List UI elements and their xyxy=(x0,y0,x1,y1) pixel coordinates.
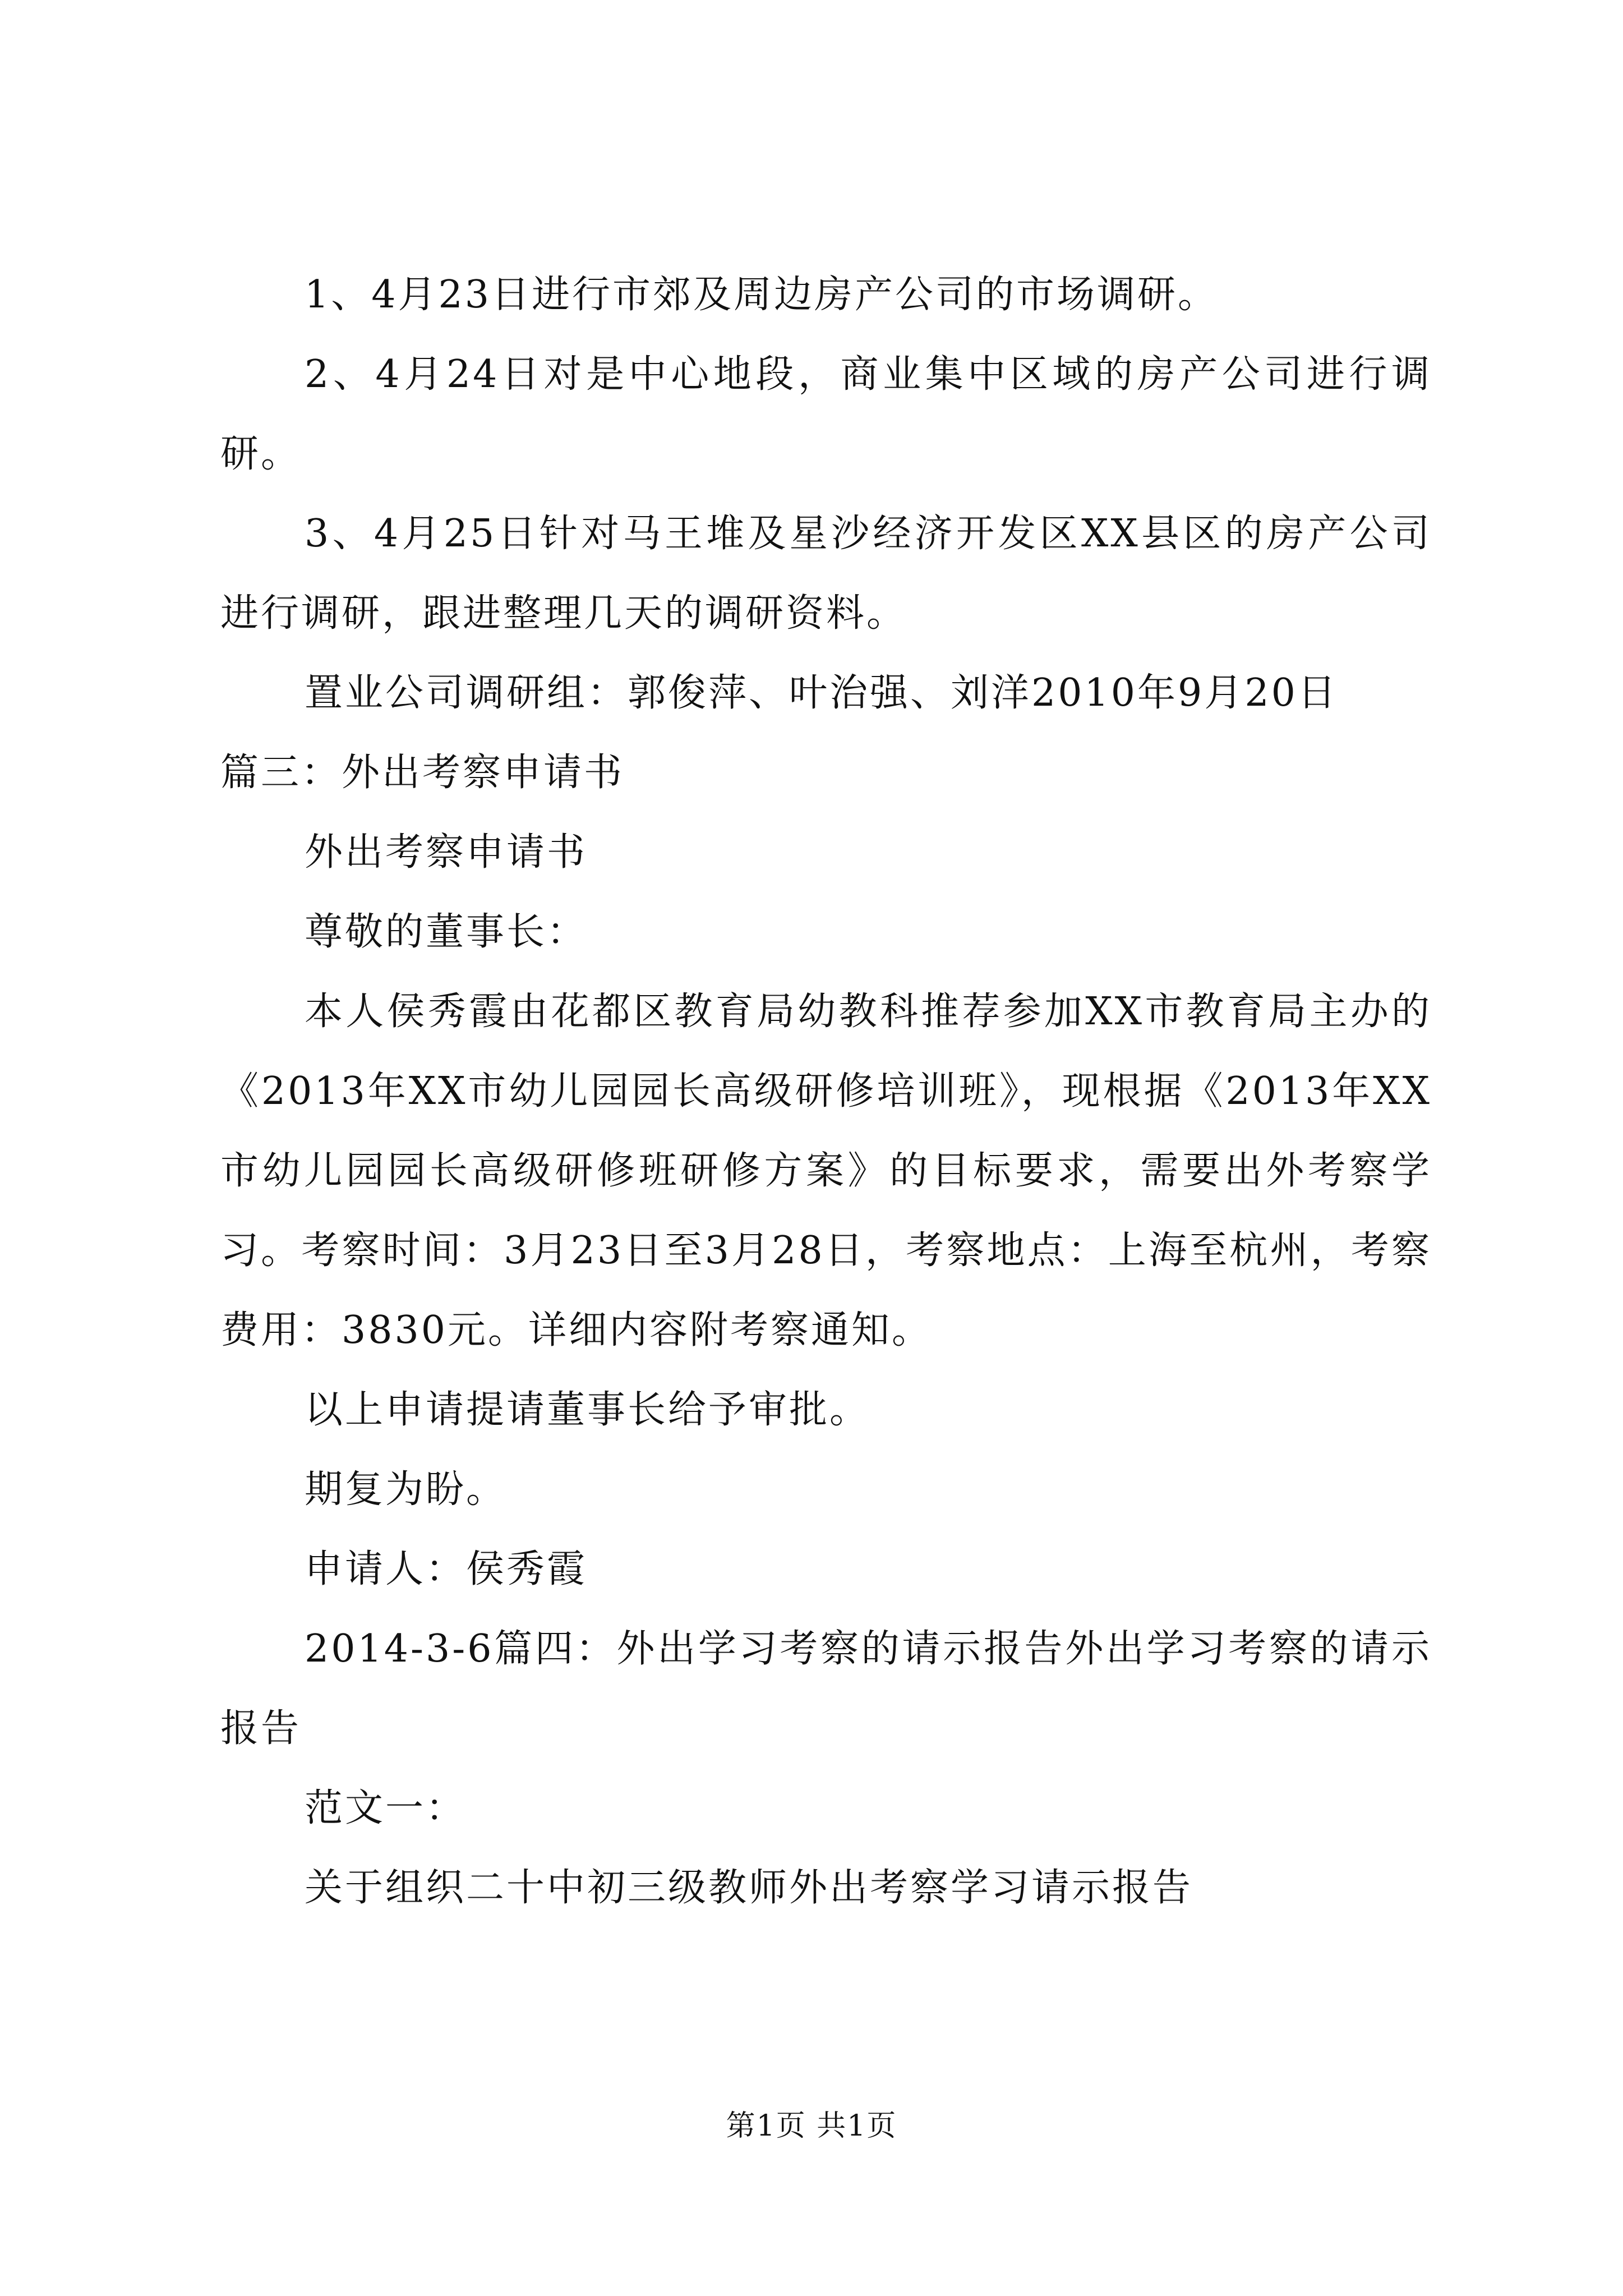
letter-closing: 期复为盼。 xyxy=(305,1467,507,1512)
paragraph-research-day-1: 1、4月23日进行市郊及周边房产公司的市场调研。 xyxy=(305,273,1219,317)
paragraph-research-day-3: 3、4月25日针对马王堆及星沙经济开发区XX县区的房产公司进行调研，跟进整理几天的调研资料。 xyxy=(220,512,1432,636)
report-title: 关于组织二十中初三级教师外出考察学习请示报告 xyxy=(305,1866,1193,1910)
letter-request: 以上申请提请董事长给予审批。 xyxy=(305,1388,870,1432)
section-heading-part-three: 篇三：外出考察申请书 xyxy=(220,751,625,795)
letter-applicant: 申请人：侯秀霞 xyxy=(305,1547,588,1591)
sample-label: 范文一： xyxy=(305,1786,467,1830)
page-footer: 第1页 共1页 xyxy=(726,2109,897,2143)
letter-salutation: 尊敬的董事长： xyxy=(305,910,588,954)
paragraph-research-team-signature: 置业公司调研组：郭俊萍、叶治强、刘洋2010年9月20日 xyxy=(305,671,1338,715)
paragraph-research-day-2: 2、4月24日对是中心地段，商业集中区域的房产公司进行调研。 xyxy=(220,352,1432,476)
letter-title: 外出考察申请书 xyxy=(305,830,588,875)
letter-body: 本人侯秀霞由花都区教育局幼教科推荐参加XX市教育局主办的《2013年XX市幼儿园园长高级研修培训班》，现根据《2013年XX市幼儿园园长高级研修班研修方案》的目标要求，需要出外考察学习。考察时间：3月23日至3月28日，考察地点：上海至杭州，考察费用：3830元。详细内容附考察通知。 xyxy=(220,990,1432,1352)
document-body xyxy=(220,255,1432,1928)
letter-date-and-part-four-heading: 2014-3-6篇四：外出学习考察的请示报告外出学习考察的请示报告 xyxy=(220,1627,1432,1751)
